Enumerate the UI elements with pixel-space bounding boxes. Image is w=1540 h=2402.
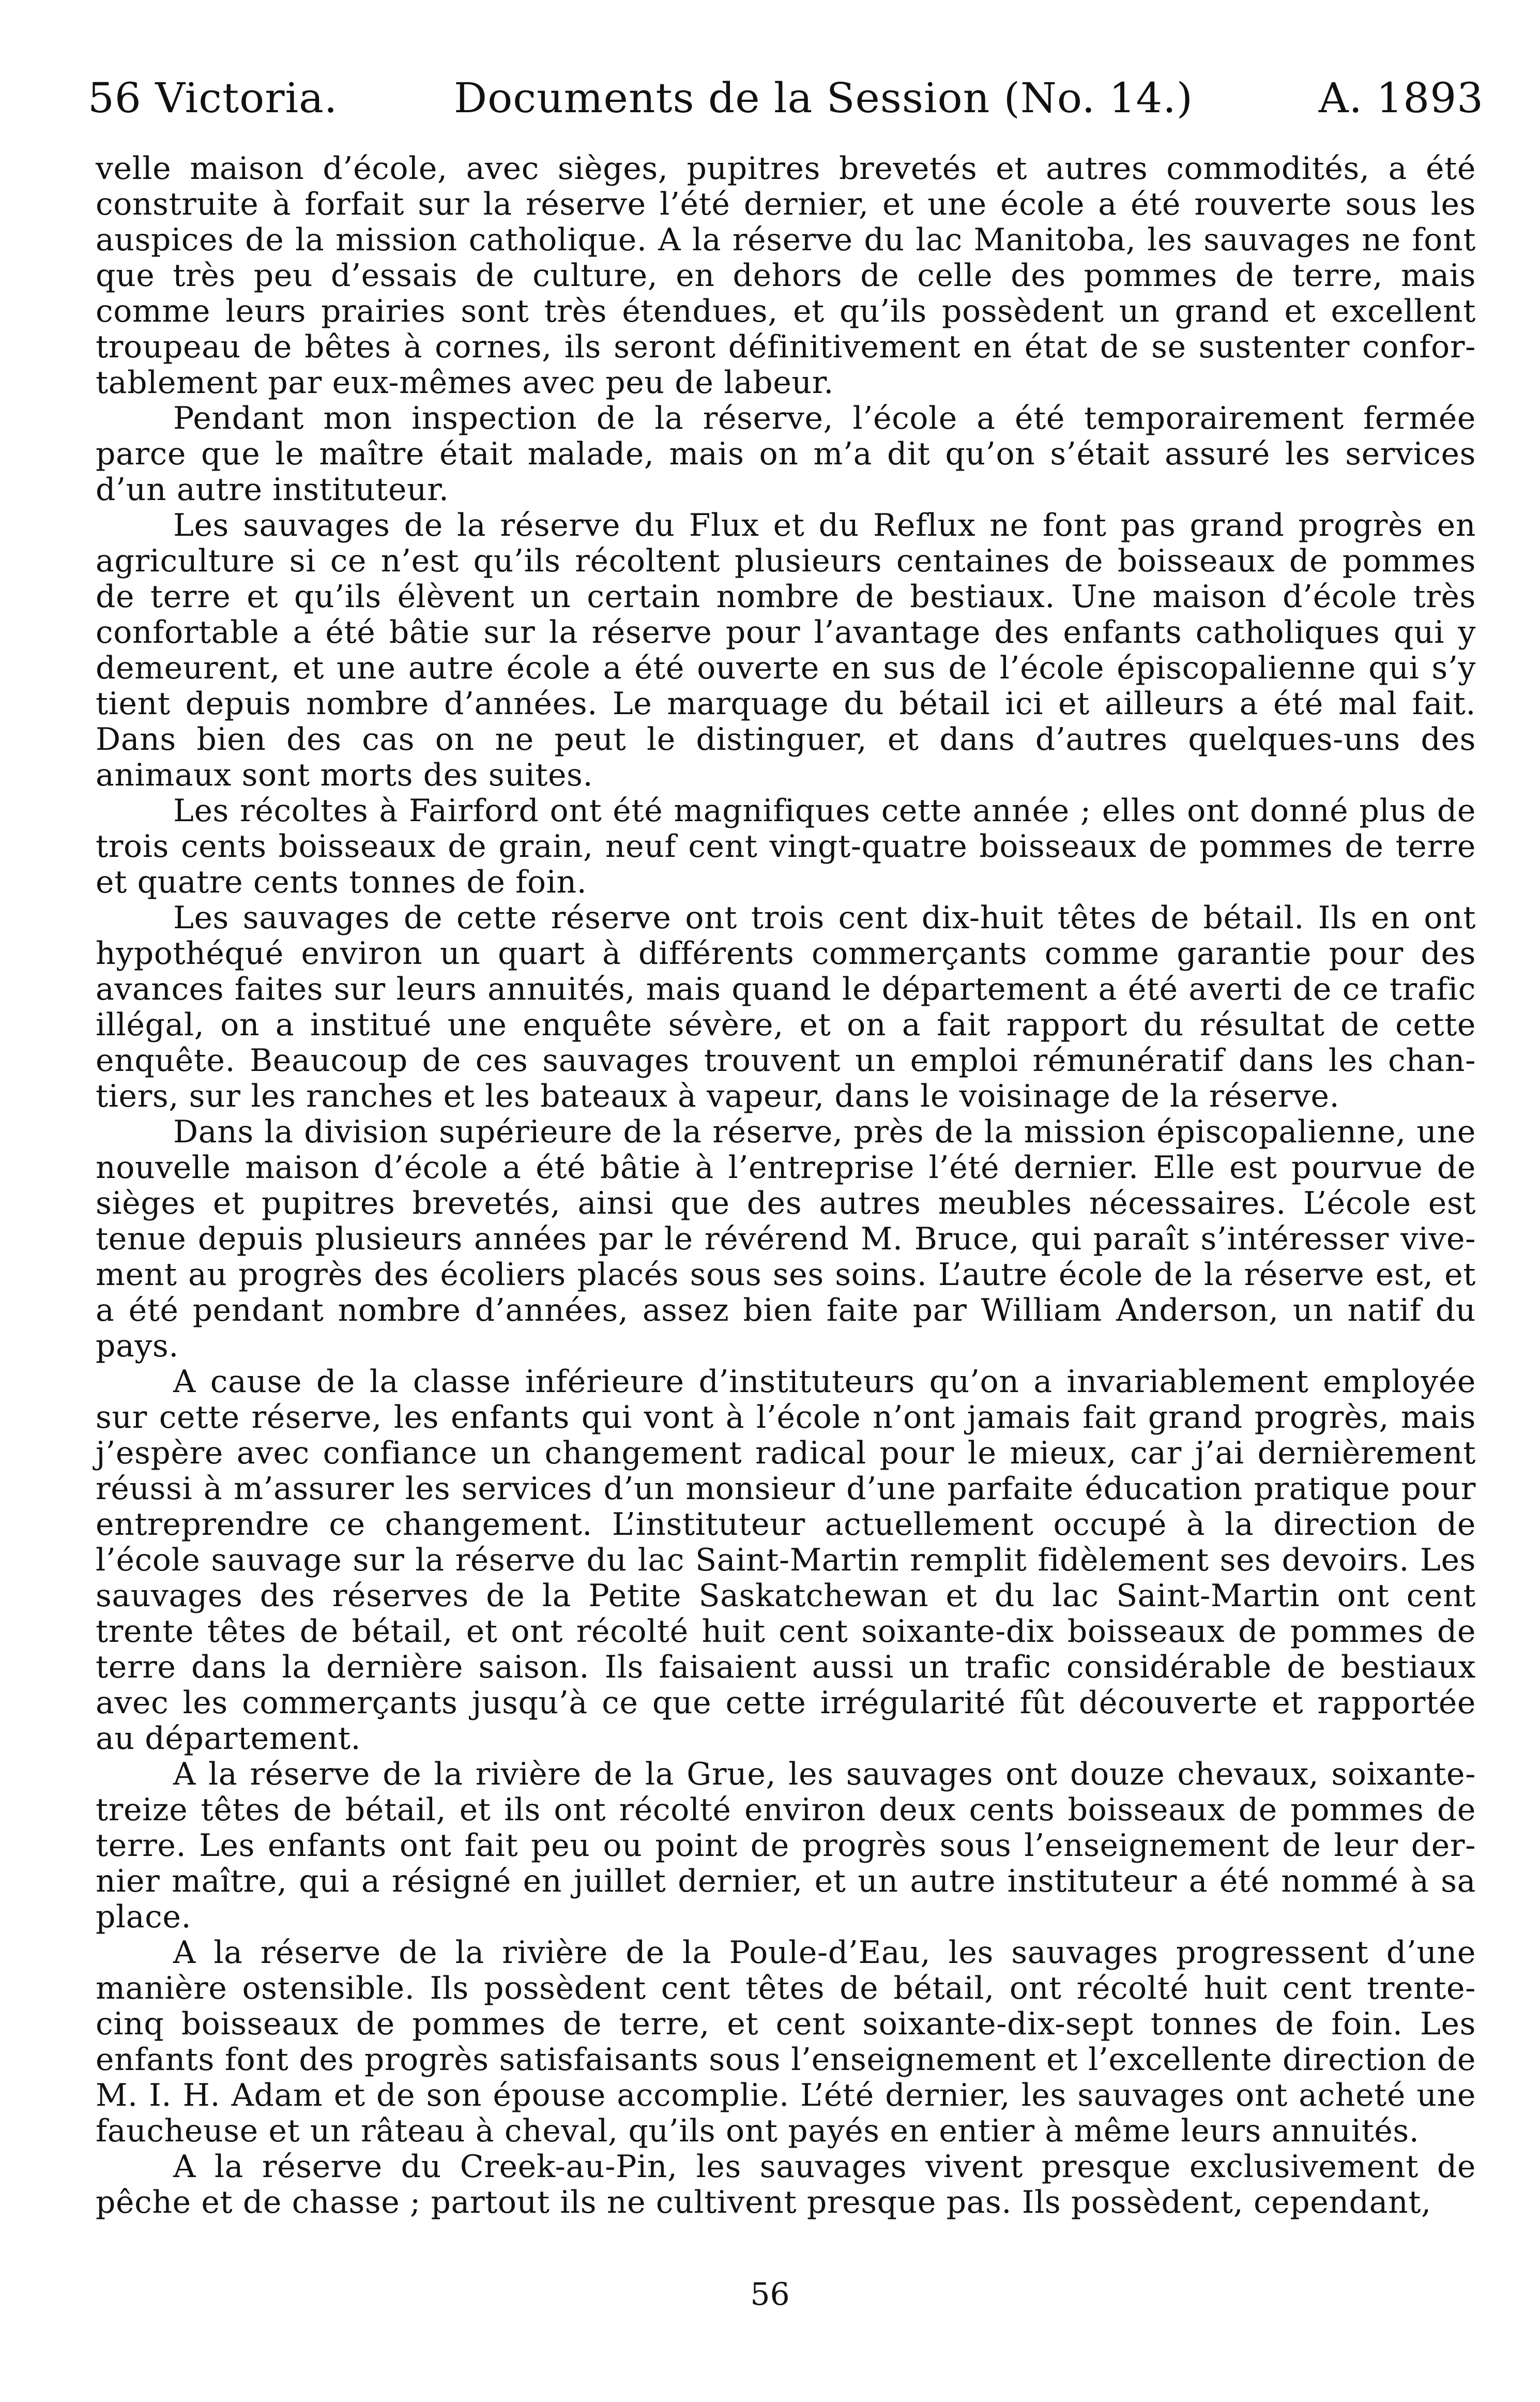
paragraph-3: Les sauvages de la réserve du Flux et du Reflux ne font pas grand progrès en agriculture si ce n’est qu’ils récoltent plusieurs centaines de boisseaux de pommes de terre et qu’ils élèvent un certain nombre de bestiaux. Une maison d’école très confortable a été bâtie sur la réserve pour l’avantage des enfants catholiques qui y demeurent, et une autre école a été ouverte en sus de l’école épiscopalienne qui s’y tient depuis nombre d’années. Le marquage du bétail ici et ailleurs a été mal fait. Dans bien des cas on ne peut le distinguer, et dans d’autres quelques-uns des animaux sont morts des suites. (96, 507, 1476, 793)
paragraph-2: Pendant mon inspection de la réserve, l’école a été temporairement fermée parce que le maître était malade, mais on m’a dit qu’on s’était assuré les services d’un autre instituteur. (96, 400, 1476, 508)
page-number: 56 (750, 2276, 790, 2313)
paragraph-5: Les sauvages de cette réserve ont trois cent dix-huit têtes de bétail. Ils en ont hypothéqué environ un quart à différents commerçants comme garantie pour des avances faites sur leurs annuités, mais quand le département a été averti de ce trafic illégal, on a institué une enquête sévère, et on a fait rapport du résultat de cette enquête. Beaucoup de ces sauvages trouvent un emploi rémunératif dans les chan-tiers, sur les ranches et les bateaux à vapeur, dans le voisinage de la réserve. (96, 900, 1476, 1114)
paragraph-4: Les récoltes à Fairford ont été magnifiques cette année ; elles ont donné plus de trois cents boisseaux de grain, neuf cent vingt-quatre boisseaux de pommes de terre et quatre cents tonnes de foin. (96, 793, 1476, 900)
paragraph-9: A la réserve de la rivière de la Poule-d’Eau, les sauvages progressent d’une manière ostensible. Ils possèdent cent têtes de bétail, ont récolté huit cent trente-cinq boisseaux de pommes de terre, et cent soixante-dix-sept tonnes de foin. Les enfants font des progrès satisfaisants sous l’enseignement et l’excellente direction de M. I. H. Adam et de son épouse accomplie. L’été dernier, les sauvages ont acheté une faucheuse et un râteau à cheval, qu’ils ont payés en entier à même leurs annuités. (96, 1935, 1476, 2149)
body-text (96, 151, 1476, 2271)
paragraph-1: velle maison d’école, avec sièges, pupitres brevetés et autres commodités, a été construite à forfait sur la réserve l’été dernier, et une école a été rouverte sous les auspices de la mission catholique. A la réserve du lac Manitoba, les sauvages ne font que très peu d’essais de culture, en dehors de celle des pommes de terre, mais comme leurs prairies sont très étendues, et qu’ils possèdent un grand et excellent troupeau de bêtes à cornes, ils seront définitivement en état de se sustenter confor-tablement par eux-mêmes avec peu de labeur. (96, 150, 1476, 401)
running-header (88, 70, 1484, 127)
paragraph-10: A la réserve du Creek-au-Pin, les sauvages vivent presque exclusivement de pêche et de chasse ; partout ils ne cultivent presque pas. Ils possèdent, cependant, (96, 2149, 1476, 2220)
header-volume: 56 Victoria. (88, 74, 338, 122)
header-year: A. 1893 (1318, 74, 1484, 122)
paragraph-8: A la réserve de la rivière de la Grue, les sauvages ont douze chevaux, soixante-treize têtes de bétail, et ils ont récolté environ deux cents boisseaux de pommes de terre. Les enfants ont fait peu ou point de progrès sous l’enseignement de leur der-nier maître, qui a résigné en juillet dernier, et un autre instituteur a été nommé à sa place. (96, 1756, 1476, 1935)
paragraph-6: Dans la division supérieure de la réserve, près de la mission épiscopalienne, une nouvelle maison d’école a été bâtie à l’entreprise l’été dernier. Elle est pourvue de sièges et pupitres brevetés, ainsi que des autres meubles nécessaires. L’école est tenue depuis plusieurs années par le révérend M. Bruce, qui paraît s’intéresser vive-ment au progrès des écoliers placés sous ses soins. L’autre école de la réserve est, et a été pendant nombre d’années, assez bien faite par William Anderson, un natif du pays. (96, 1114, 1476, 1364)
header-title: Documents de la Session (No. 14.) (454, 74, 1193, 122)
paragraph-7: A cause de la classe inférieure d’instituteurs qu’on a invariablement employée sur cette réserve, les enfants qui vont à l’école n’ont jamais fait grand progrès, mais j’espère avec confiance un changement radical pour le mieux, car j’ai dernièrement réussi à m’assurer les services d’un monsieur d’une parfaite éducation pratique pour entreprendre ce changement. L’instituteur actuellement occupé à la direction de l’école sauvage sur la réserve du lac Saint-Martin remplit fidèlement ses devoirs. Les sauvages des réserves de la Petite Saskatchewan et du lac Saint-Martin ont cent trente têtes de bétail, et ont récolté huit cent soixante-dix boisseaux de pommes de terre dans la dernière saison. Ils faisaient aussi un trafic considérable de bestiaux avec les commerçants jusqu’à ce que cette irrégularité fût découverte et rapportée au département. (96, 1364, 1476, 1757)
